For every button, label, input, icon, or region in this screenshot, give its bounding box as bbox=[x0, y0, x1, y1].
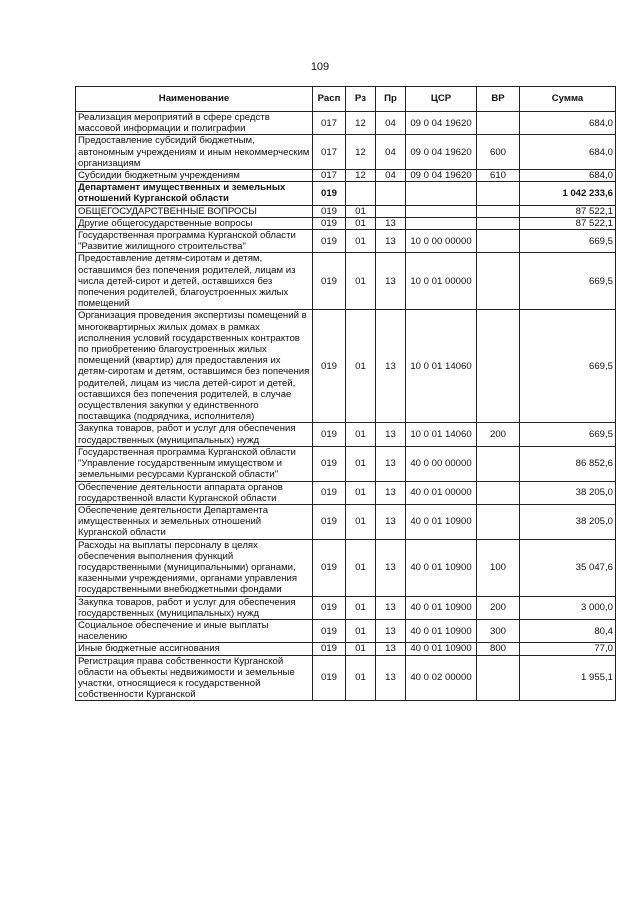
cell-sum: 35 047,6 bbox=[520, 539, 616, 596]
cell-csr: 40 0 01 00000 bbox=[406, 481, 477, 504]
cell-sum: 86 852,6 bbox=[520, 446, 616, 481]
cell-csr bbox=[406, 205, 477, 217]
cell-csr: 09 0 04 19620 bbox=[406, 170, 477, 182]
cell-vr: 800 bbox=[477, 643, 520, 655]
cell-name: Государственная программа Курганской области "Управление государственным имуществом и земельными ресурсами Курганской области" bbox=[76, 446, 313, 481]
cell-rz: 01 bbox=[346, 643, 376, 655]
cell-sum: 87 522,1 bbox=[520, 205, 616, 217]
cell-vr bbox=[477, 504, 520, 539]
cell-rz: 01 bbox=[346, 423, 376, 446]
cell-pr: 13 bbox=[376, 481, 406, 504]
column-header-name: Наименование bbox=[76, 87, 313, 112]
cell-sum: 1 042 233,6 bbox=[520, 182, 616, 205]
cell-rz: 01 bbox=[346, 253, 376, 310]
cell-rasp: 019 bbox=[313, 481, 346, 504]
table-row bbox=[76, 135, 616, 170]
cell-rasp: 019 bbox=[313, 310, 346, 423]
table-row bbox=[76, 310, 616, 423]
cell-csr: 40 0 02 00000 bbox=[406, 655, 477, 701]
cell-vr: 300 bbox=[477, 619, 520, 642]
cell-csr: 10 0 01 00000 bbox=[406, 253, 477, 310]
cell-csr: 10 0 01 14060 bbox=[406, 423, 477, 446]
table-row bbox=[76, 643, 616, 655]
cell-name: ОБЩЕГОСУДАРСТВЕННЫЕ ВОПРОСЫ bbox=[76, 205, 313, 217]
cell-rasp: 019 bbox=[313, 253, 346, 310]
table-row bbox=[76, 182, 616, 205]
cell-csr bbox=[406, 217, 477, 229]
cell-rz: 01 bbox=[346, 539, 376, 596]
table-row bbox=[76, 619, 616, 642]
cell-rz: 12 bbox=[346, 135, 376, 170]
cell-sum: 684,0 bbox=[520, 112, 616, 135]
cell-pr: 13 bbox=[376, 446, 406, 481]
cell-rasp: 019 bbox=[313, 504, 346, 539]
cell-csr: 10 0 01 14060 bbox=[406, 310, 477, 423]
cell-sum: 669,5 bbox=[520, 253, 616, 310]
cell-rz: 01 bbox=[346, 504, 376, 539]
cell-name: Департамент имущественных и земельных отношений Курганской области bbox=[76, 182, 313, 205]
page-number: 109 bbox=[310, 61, 330, 73]
cell-pr: 13 bbox=[376, 643, 406, 655]
cell-sum: 684,0 bbox=[520, 170, 616, 182]
cell-pr: 04 bbox=[376, 112, 406, 135]
cell-csr: 10 0 00 00000 bbox=[406, 230, 477, 253]
table-row bbox=[76, 205, 616, 217]
cell-name: Регистрация права собственности Курганской области на объекты недвижимости и земельные участки, относящиеся к государственной собственности Курганской bbox=[76, 655, 313, 701]
column-header-vr: ВР bbox=[477, 87, 520, 112]
cell-pr: 13 bbox=[376, 423, 406, 446]
cell-name: Обеспечение деятельности Департамента имущественных и земельных отношений Курганской области bbox=[76, 504, 313, 539]
cell-rasp: 017 bbox=[313, 135, 346, 170]
cell-sum: 77,0 bbox=[520, 643, 616, 655]
cell-csr: 40 0 00 00000 bbox=[406, 446, 477, 481]
cell-pr: 13 bbox=[376, 596, 406, 619]
cell-name: Государственная программа Курганской области "Развитие жилищного строительства" bbox=[76, 230, 313, 253]
cell-pr: 13 bbox=[376, 504, 406, 539]
cell-pr: 04 bbox=[376, 170, 406, 182]
cell-pr: 13 bbox=[376, 619, 406, 642]
cell-csr: 40 0 01 10900 bbox=[406, 643, 477, 655]
cell-vr bbox=[477, 253, 520, 310]
cell-vr: 610 bbox=[477, 170, 520, 182]
cell-name: Организация проведения экспертизы помещений в многоквартирных жилых домах в рамках исполнения условий государственных контрактов по приобретению благоустроенных жилых помещений (квартир) для предоставления их детям-сиротам и детям, оставшимся без попечения родителей, лицам из числа детей-сирот и детей, оставшихся без попечения родителей, в случае осуществления закупки у единственного поставщика (подрядчика, исполнителя) bbox=[76, 310, 313, 423]
cell-vr: 200 bbox=[477, 596, 520, 619]
table-row bbox=[76, 170, 616, 182]
cell-rasp: 019 bbox=[313, 446, 346, 481]
cell-sum: 87 522,1 bbox=[520, 217, 616, 229]
cell-vr: 100 bbox=[477, 539, 520, 596]
cell-pr: 13 bbox=[376, 253, 406, 310]
cell-rasp: 017 bbox=[313, 170, 346, 182]
cell-name: Иные бюджетные ассигнования bbox=[76, 643, 313, 655]
cell-rasp: 019 bbox=[313, 596, 346, 619]
cell-rasp: 017 bbox=[313, 112, 346, 135]
cell-sum: 80,4 bbox=[520, 619, 616, 642]
cell-sum: 669,5 bbox=[520, 230, 616, 253]
cell-pr bbox=[376, 182, 406, 205]
cell-rasp: 019 bbox=[313, 539, 346, 596]
table-row bbox=[76, 253, 616, 310]
cell-rasp: 019 bbox=[313, 655, 346, 701]
cell-rz: 01 bbox=[346, 446, 376, 481]
cell-name: Реализация мероприятий в сфере средств массовой информации и полиграфии bbox=[76, 112, 313, 135]
cell-rasp: 019 bbox=[313, 230, 346, 253]
table-row bbox=[76, 230, 616, 253]
cell-csr: 09 0 04 19620 bbox=[406, 112, 477, 135]
cell-csr: 40 0 01 10900 bbox=[406, 539, 477, 596]
table-row bbox=[76, 481, 616, 504]
column-header-csr: ЦСР bbox=[406, 87, 477, 112]
cell-rz: 01 bbox=[346, 481, 376, 504]
cell-rz: 12 bbox=[346, 170, 376, 182]
column-header-sum: Сумма bbox=[520, 87, 616, 112]
table-row bbox=[76, 217, 616, 229]
cell-csr: 40 0 01 10900 bbox=[406, 619, 477, 642]
cell-rasp: 019 bbox=[313, 619, 346, 642]
cell-vr bbox=[477, 655, 520, 701]
cell-vr: 600 bbox=[477, 135, 520, 170]
cell-name: Закупка товаров, работ и услуг для обеспечения государственных (муниципальных) нужд bbox=[76, 596, 313, 619]
cell-rz: 01 bbox=[346, 619, 376, 642]
cell-rasp: 019 bbox=[313, 423, 346, 446]
cell-pr: 04 bbox=[376, 135, 406, 170]
table-body bbox=[76, 112, 616, 701]
cell-csr: 09 0 04 19620 bbox=[406, 135, 477, 170]
cell-name: Предоставление детям-сиротам и детям, оставшимся без попечения родителей, лицам из числа детей-сирот и детей, оставшихся без попечения родителей, благоустроенных жилых помещений bbox=[76, 253, 313, 310]
cell-sum: 684,0 bbox=[520, 135, 616, 170]
cell-name: Обеспечение деятельности аппарата органов государственной власти Курганской области bbox=[76, 481, 313, 504]
cell-sum: 669,5 bbox=[520, 423, 616, 446]
table-row bbox=[76, 504, 616, 539]
cell-sum: 38 205,0 bbox=[520, 481, 616, 504]
cell-pr: 13 bbox=[376, 230, 406, 253]
cell-rasp: 019 bbox=[313, 182, 346, 205]
cell-csr bbox=[406, 182, 477, 205]
cell-rz: 01 bbox=[346, 596, 376, 619]
table-row bbox=[76, 112, 616, 135]
table-row bbox=[76, 655, 616, 701]
cell-sum: 669,5 bbox=[520, 310, 616, 423]
column-header-rz: Рз bbox=[346, 87, 376, 112]
cell-rasp: 019 bbox=[313, 643, 346, 655]
cell-vr bbox=[477, 230, 520, 253]
cell-rasp: 019 bbox=[313, 217, 346, 229]
cell-name: Предоставление субсидий бюджетным, автономным учреждениям и иным некоммерческим организациям bbox=[76, 135, 313, 170]
cell-rz bbox=[346, 182, 376, 205]
budget-table bbox=[75, 86, 616, 701]
cell-rz: 01 bbox=[346, 205, 376, 217]
cell-sum: 1 955,1 bbox=[520, 655, 616, 701]
cell-name: Субсидии бюджетным учреждениям bbox=[76, 170, 313, 182]
cell-rz: 12 bbox=[346, 112, 376, 135]
cell-rz: 01 bbox=[346, 655, 376, 701]
cell-vr bbox=[477, 205, 520, 217]
cell-rasp: 019 bbox=[313, 205, 346, 217]
cell-pr: 13 bbox=[376, 655, 406, 701]
column-header-pr: Пр bbox=[376, 87, 406, 112]
table-row bbox=[76, 539, 616, 596]
cell-csr: 40 0 01 10900 bbox=[406, 504, 477, 539]
cell-sum: 38 205,0 bbox=[520, 504, 616, 539]
cell-pr: 13 bbox=[376, 310, 406, 423]
cell-vr bbox=[477, 481, 520, 504]
cell-vr bbox=[477, 182, 520, 205]
cell-pr bbox=[376, 205, 406, 217]
cell-vr bbox=[477, 310, 520, 423]
cell-sum: 3 000,0 bbox=[520, 596, 616, 619]
table-row bbox=[76, 446, 616, 481]
cell-vr bbox=[477, 446, 520, 481]
cell-csr: 40 0 01 10900 bbox=[406, 596, 477, 619]
cell-vr bbox=[477, 217, 520, 229]
cell-pr: 13 bbox=[376, 217, 406, 229]
cell-vr: 200 bbox=[477, 423, 520, 446]
cell-name: Социальное обеспечение и иные выплаты населению bbox=[76, 619, 313, 642]
cell-name: Другие общегосударственные вопросы bbox=[76, 217, 313, 229]
cell-rz: 01 bbox=[346, 310, 376, 423]
cell-rz: 01 bbox=[346, 217, 376, 229]
cell-rz: 01 bbox=[346, 230, 376, 253]
cell-name: Закупка товаров, работ и услуг для обеспечения государственных (муниципальных) нужд bbox=[76, 423, 313, 446]
cell-vr bbox=[477, 112, 520, 135]
cell-name: Расходы на выплаты персоналу в целях обеспечения выполнения функций государственными (муниципальными) органами, казенными учреждениями, органами управления государственными внебюджетными фондами bbox=[76, 539, 313, 596]
table-row bbox=[76, 423, 616, 446]
table-row bbox=[76, 596, 616, 619]
cell-pr: 13 bbox=[376, 539, 406, 596]
column-header-rasp: Расп bbox=[313, 87, 346, 112]
table-header-row bbox=[76, 87, 616, 112]
